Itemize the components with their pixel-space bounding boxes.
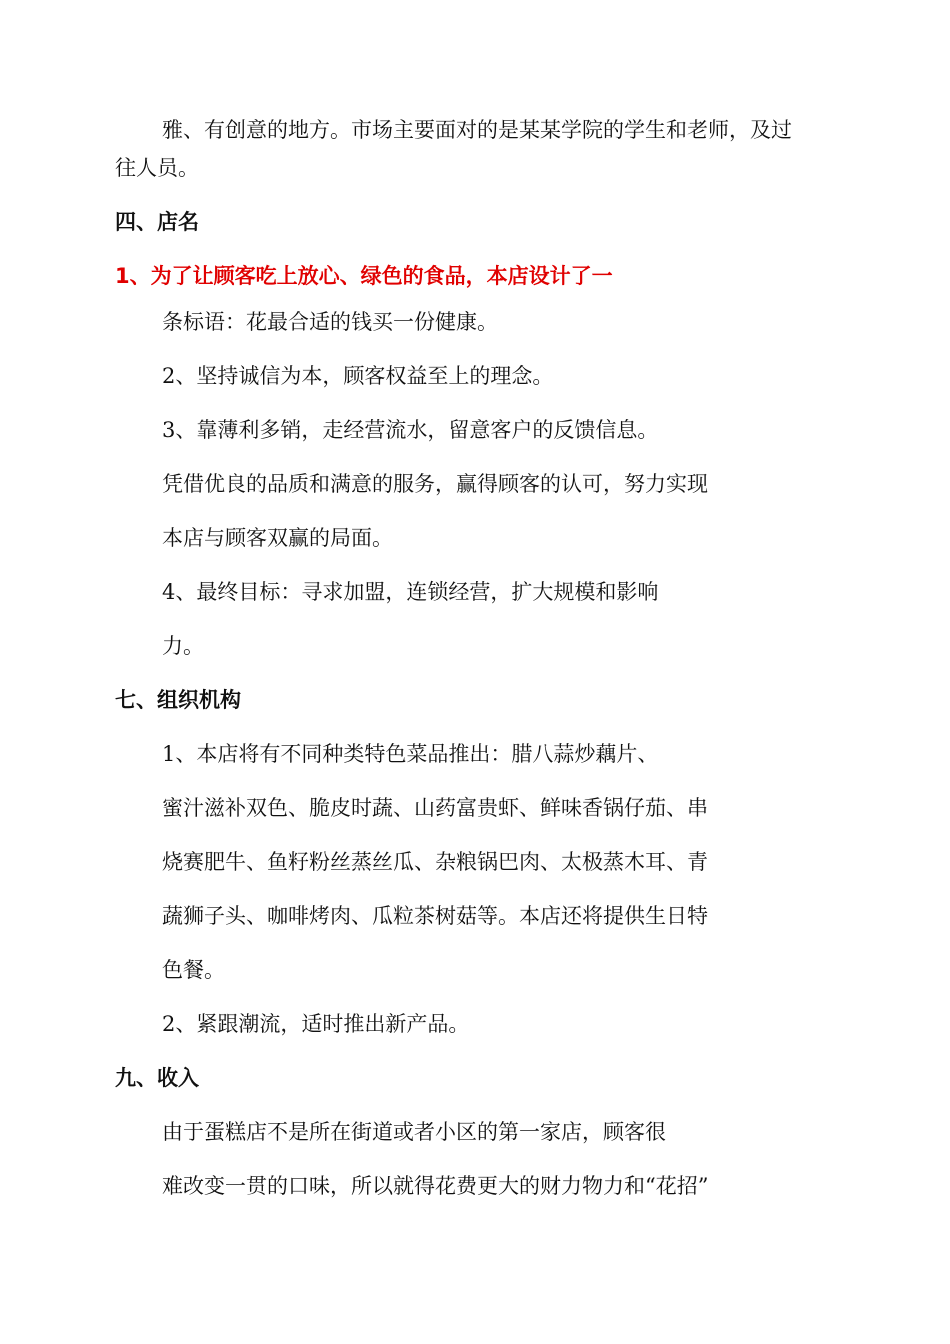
section-heading-income: 九、收入: [115, 1066, 199, 1090]
highlighted-heading-line: 1、为了让顾客吃上放心、绿色的食品，本店设计了一: [115, 264, 613, 288]
paragraph-line: 凭借优良的品质和满意的服务，赢得顾客的认可，努力实现: [162, 472, 708, 496]
paragraph-line: 色餐。: [162, 958, 225, 982]
paragraph-line: 难改变一贯的口味，所以就得花费更大的财力物力和“花招”: [162, 1174, 709, 1198]
paragraph-line: 本店与顾客双赢的局面。: [162, 526, 393, 550]
paragraph-line: 力。: [162, 634, 204, 658]
list-item: 4、最终目标：寻求加盟，连锁经营，扩大规模和影响: [162, 580, 659, 604]
paragraph-line: 蔬狮子头、咖啡烤肉、瓜粒茶树菇等。本店还将提供生日特: [162, 904, 708, 928]
list-item: 1、本店将有不同种类特色菜品推出：腊八蒜炒藕片、: [162, 742, 659, 766]
list-item: 2、紧跟潮流，适时推出新产品。: [162, 1012, 470, 1036]
paragraph-line: 烧赛肥牛、鱼籽粉丝蒸丝瓜、杂粮锅巴肉、太极蒸木耳、青: [162, 850, 708, 874]
section-heading-store-name: 四、店名: [115, 210, 199, 234]
paragraph-line: 往人员。: [115, 156, 199, 180]
paragraph-line: 雅、有创意的地方。市场主要面对的是某某学院的学生和老师，及过: [162, 118, 792, 142]
list-item: 2、坚持诚信为本，顾客权益至上的理念。: [162, 364, 554, 388]
section-heading-organization: 七、组织机构: [115, 688, 241, 712]
list-item: 3、靠薄利多销，走经营流水，留意客户的反馈信息。: [162, 418, 659, 442]
paragraph-line: 条标语：花最合适的钱买一份健康。: [162, 310, 498, 334]
paragraph-line: 蜜汁滋补双色、脆皮时蔬、山药富贵虾、鲜味香锅仔茄、串: [162, 796, 708, 820]
paragraph-line: 由于蛋糕店不是所在街道或者小区的第一家店，顾客很: [162, 1120, 666, 1144]
